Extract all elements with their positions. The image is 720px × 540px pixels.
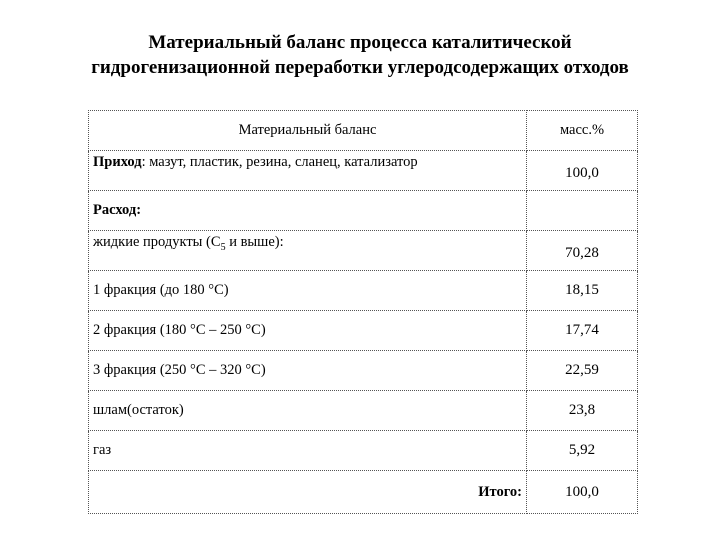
income-label	[89, 151, 527, 191]
header-material-balance: Материальный баланс	[89, 111, 527, 151]
sludge-row	[89, 391, 638, 431]
income-row	[89, 151, 638, 191]
fraction-3-value: 22,59	[527, 351, 638, 391]
title-line-1: Материальный баланс процесса каталитической	[148, 32, 572, 53]
total-value: 100,0	[527, 471, 638, 514]
page-title	[0, 30, 720, 80]
fraction-row-1	[89, 271, 638, 311]
total-label: Итого:	[89, 471, 527, 514]
expense-row	[89, 191, 638, 231]
income-label-rest: : мазут, пластик, резина, сланец, катализатор	[141, 154, 418, 170]
gas-label: газ	[89, 431, 527, 471]
gas-row	[89, 431, 638, 471]
header-mass-percent: масс.%	[527, 111, 638, 151]
fraction-2-label: 2 фракция (180 °С – 250 °С)	[89, 311, 527, 351]
fraction-1-value: 18,15	[527, 271, 638, 311]
income-label-bold: Приход	[93, 154, 142, 170]
fraction-row-2	[89, 311, 638, 351]
title-line-2: гидрогенизационной переработки углеродсодержащих отходов	[91, 57, 629, 78]
liquid-label	[89, 231, 527, 271]
expense-value-empty	[527, 191, 638, 231]
gas-value: 5,92	[527, 431, 638, 471]
fraction-row-3	[89, 351, 638, 391]
fraction-2-value: 17,74	[527, 311, 638, 351]
fraction-3-label: 3 фракция (250 °С – 320 °С)	[89, 351, 527, 391]
sludge-label: шлам(остаток)	[89, 391, 527, 431]
sludge-value: 23,8	[527, 391, 638, 431]
liquid-value: 70,28	[527, 231, 638, 271]
header-row	[89, 111, 638, 151]
total-row	[89, 471, 638, 514]
liquid-label-post: и выше):	[225, 234, 284, 250]
fraction-1-label: 1 фракция (до 180 °С)	[89, 271, 527, 311]
liquid-label-pre: жидкие продукты (С	[93, 234, 221, 250]
liquid-label-sub: 5	[220, 241, 226, 253]
material-balance-table	[88, 110, 638, 514]
income-value: 100,0	[527, 151, 638, 191]
liquid-row	[89, 231, 638, 271]
expense-label: Расход:	[89, 191, 527, 231]
